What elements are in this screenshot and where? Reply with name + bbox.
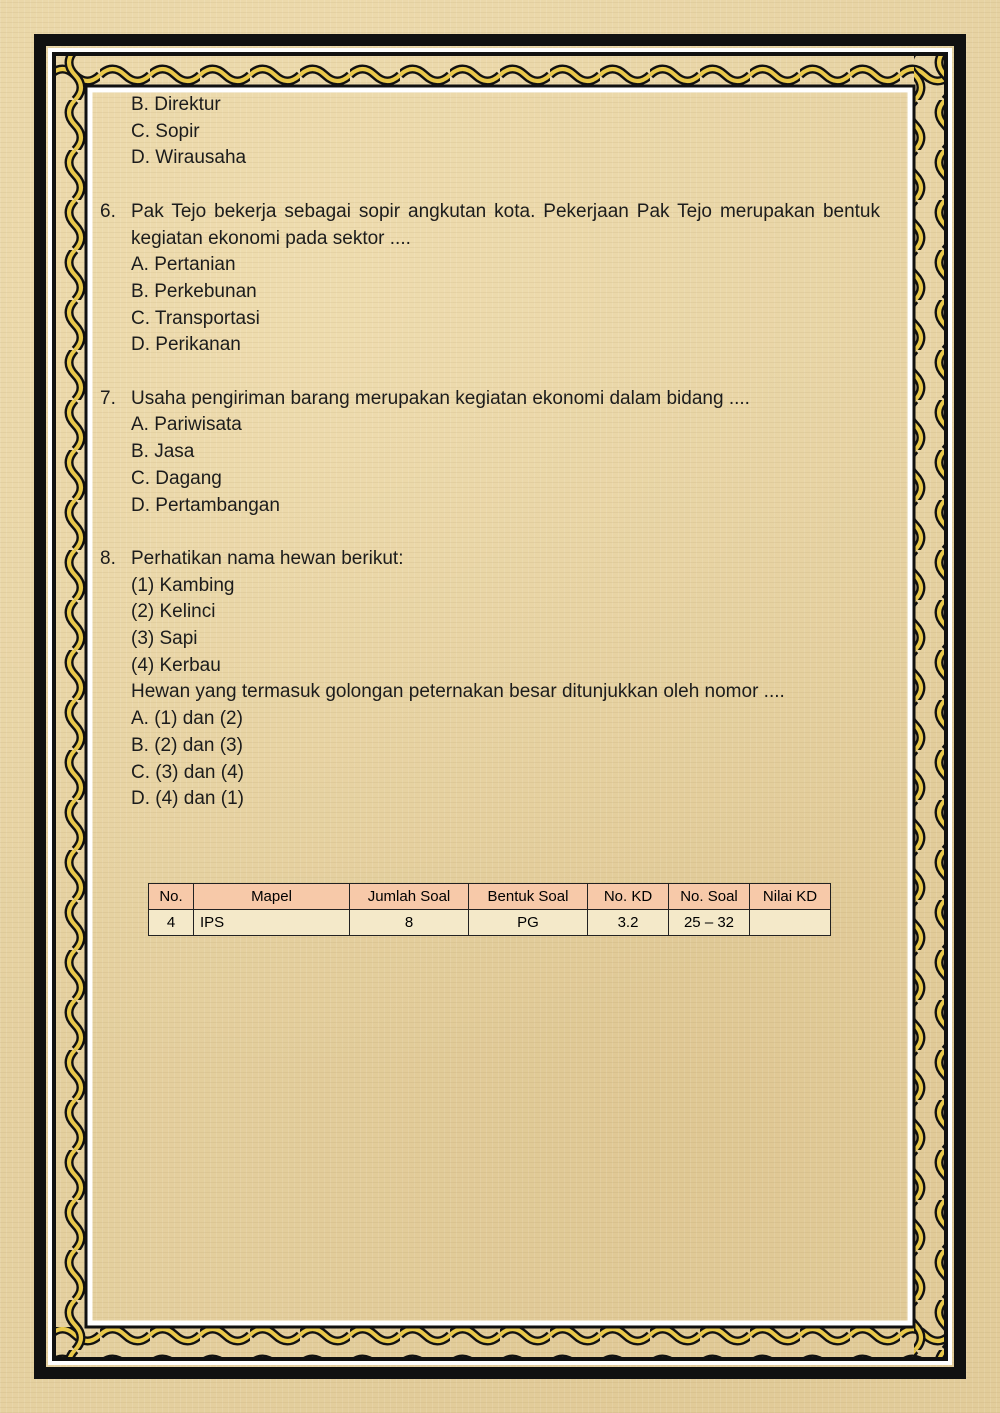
col-header: No. Soal [669, 884, 750, 910]
option: B. Jasa [131, 441, 195, 463]
question-number: 6. [100, 200, 116, 222]
table-cell: IPS [194, 910, 350, 936]
table-cell: 8 [350, 910, 469, 936]
option: A. Pariwisata [131, 414, 242, 436]
option: B. (2) dan (3) [131, 734, 243, 756]
question-text: Perhatikan nama hewan berikut: [131, 547, 404, 569]
list-item: (4) Kerbau [131, 654, 221, 676]
option: C. Sopir [131, 120, 200, 142]
table-cell: 3.2 [588, 910, 669, 936]
question-followup: Hewan yang termasuk golongan peternakan besar ditunjukkan oleh nomor .... [131, 681, 785, 703]
col-header: Nilai KD [750, 884, 831, 910]
table-cell: PG [469, 910, 588, 936]
col-header: Bentuk Soal [469, 884, 588, 910]
option: A. Pertanian [131, 254, 236, 276]
question-number: 8. [100, 547, 116, 569]
question-number: 7. [100, 387, 116, 409]
question-text: Usaha pengiriman barang merupakan kegiatan ekonomi dalam bidang .... [131, 387, 750, 409]
summary-table-container [148, 883, 831, 936]
option: C. Dagang [131, 467, 222, 489]
table-cell: 4 [149, 910, 194, 936]
option: D. Perikanan [131, 334, 241, 356]
option: B. Perkebunan [131, 280, 257, 302]
col-header: Mapel [194, 884, 350, 910]
option: B. Direktur [131, 94, 221, 115]
question-6 [100, 199, 880, 359]
summary-table [148, 883, 831, 936]
table-cell: 25 – 32 [669, 910, 750, 936]
col-header: No. [149, 884, 194, 910]
option: D. Pertambangan [131, 494, 280, 516]
col-header: Jumlah Soal [350, 884, 469, 910]
question-8 [100, 546, 880, 813]
table-cell [750, 910, 831, 936]
option: D. Wirausaha [131, 147, 247, 169]
option: C. (3) dan (4) [131, 761, 244, 783]
table-header-row [149, 884, 831, 910]
question-content [100, 92, 880, 840]
question-7 [100, 386, 880, 520]
question-text: Pak Tejo bekerja sebagai sopir angkutan kota. Pekerjaan Pak Tejo merupakan bentuk kegiatan ekonomi pada sektor .... [131, 200, 880, 249]
list-item: (2) Kelinci [131, 601, 216, 623]
option: D. (4) dan (1) [131, 788, 244, 810]
previous-question-options [100, 92, 880, 172]
col-header: No. KD [588, 884, 669, 910]
option: A. (1) dan (2) [131, 708, 243, 730]
option: C. Transportasi [131, 307, 260, 329]
list-item: (1) Kambing [131, 574, 235, 596]
list-item: (3) Sapi [131, 628, 198, 650]
table-row [149, 910, 831, 936]
